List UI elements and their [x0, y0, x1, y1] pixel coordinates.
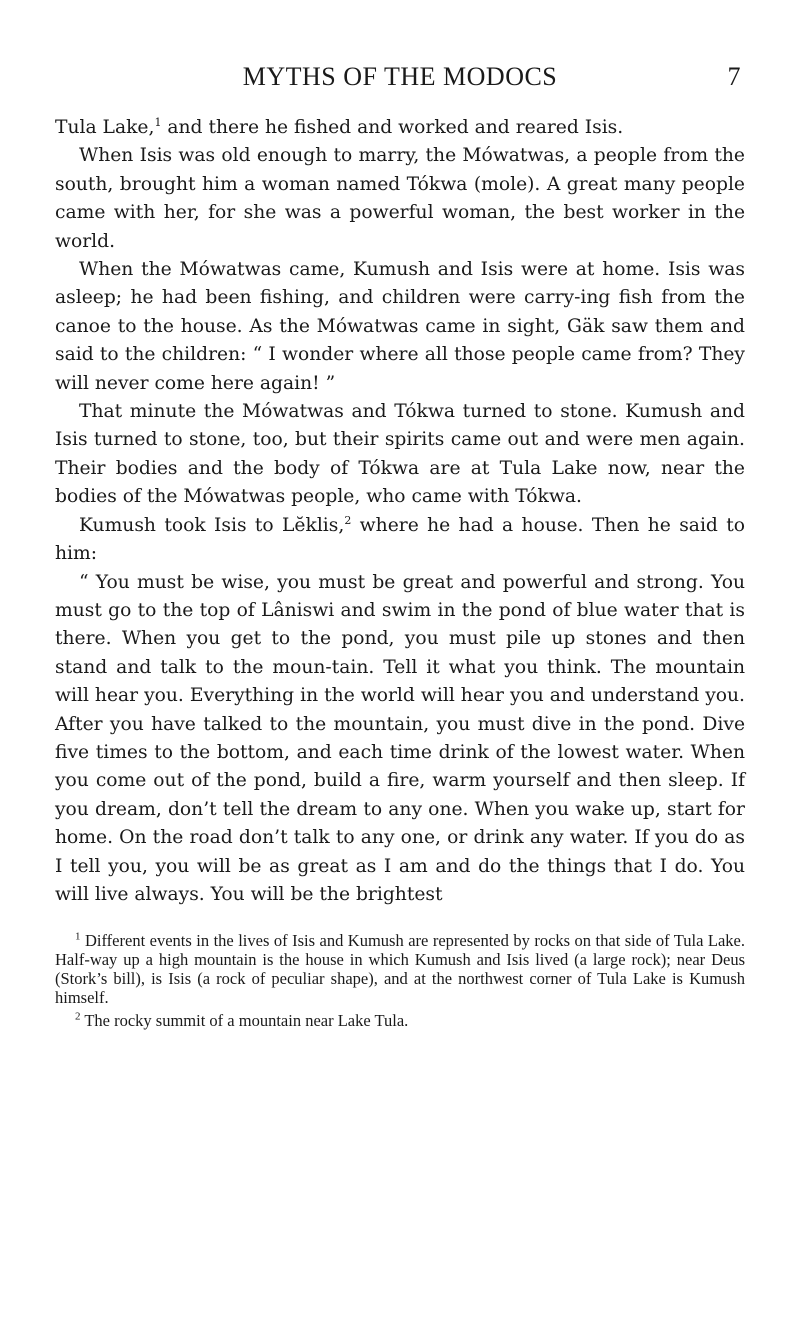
paragraph-1-rest: and there he fished and worked and reared Isis.: [161, 117, 624, 138]
paragraph-5-rest: where he had a house. Then he said to him:: [55, 514, 746, 565]
footnote-ref-2: 2: [344, 513, 352, 527]
book-page: [55, 62, 745, 1030]
paragraph-4: That minute the Mówatwas and Tókwa turned to stone. Kumush and Isis turned to stone, too, but their spirits came out and were men again. Their bodies and the body of Tókwa are at Tula Lake now, near the bodies of the Mówatwas people, who came with Tókwa.: [55, 401, 745, 508]
page-number: 7: [727, 62, 741, 91]
footnote-2: [55, 1011, 745, 1030]
paragraph-5: [55, 512, 745, 569]
body-text: [55, 114, 745, 909]
footnote-1-text: Different events in the lives of Isis and Kumush are represented by rocks on that side of Tula Lake. Half-way up a high mountain is the house in which Kumush and Isis lived (a large rock); near Deus (Stork’s bill), is Isis (a rock of peculiar shape), and at the northwest corner of Tula Lake is Kumush himself.: [55, 931, 745, 1008]
footnote-2-text: The rocky summit of a mountain near Lake Tula.: [80, 1011, 409, 1031]
footnotes: [55, 931, 745, 1030]
footnote-1: [55, 931, 745, 1007]
running-title: MYTHS OF THE MODOCS: [242, 62, 558, 91]
footnote-1-mark: 1: [75, 930, 81, 943]
paragraph-1-start: Tula Lake,: [55, 117, 155, 138]
footnote-ref-1: 1: [154, 115, 162, 129]
paragraph-2: When Isis was old enough to marry, the Mówatwas, a people from the south, brought him a woman named Tókwa (mole). A great many people came with her, for she was a powerful woman, the best worker in the world.: [55, 145, 745, 252]
paragraph-6: “ You must be wise, you must be great and powerful and strong. You must go to the top of Lâniswi and swim in the pond of blue water that is there. When you get to the pond, you must pile up stones and then stand and talk to the moun-tain. Tell it what you think. The mountain will hear you. Everything in the world will hear you and understand you. After you have talked to the mountain, you must dive in the pond. Dive five times to the bottom, and each time drink of the lowest water. When you come out of the pond, build a fire, warm yourself and then sleep. If you dream, don’t tell the dream to any one. When you wake up, start for home. On the road don’t talk to any one, or drink any water. If you do as I tell you, you will be as great as I am and do the things that I do. You will live always. You will be the brightest: [55, 571, 745, 905]
footnote-2-mark: 2: [75, 1010, 81, 1023]
running-header: [55, 62, 745, 98]
paragraph-3: When the Mówatwas came, Kumush and Isis were at home. Isis was asleep; he had been fishing, and children were carry-ing fish from the canoe to the house. As the Mówatwas came in sight, Gäk saw them and said to the children: “ I wonder where all those people came from? They will never come here again! ”: [55, 259, 745, 394]
paragraph-1: [55, 114, 745, 142]
paragraph-5-start: Kumush took Isis to Lĕklis,: [79, 514, 345, 536]
